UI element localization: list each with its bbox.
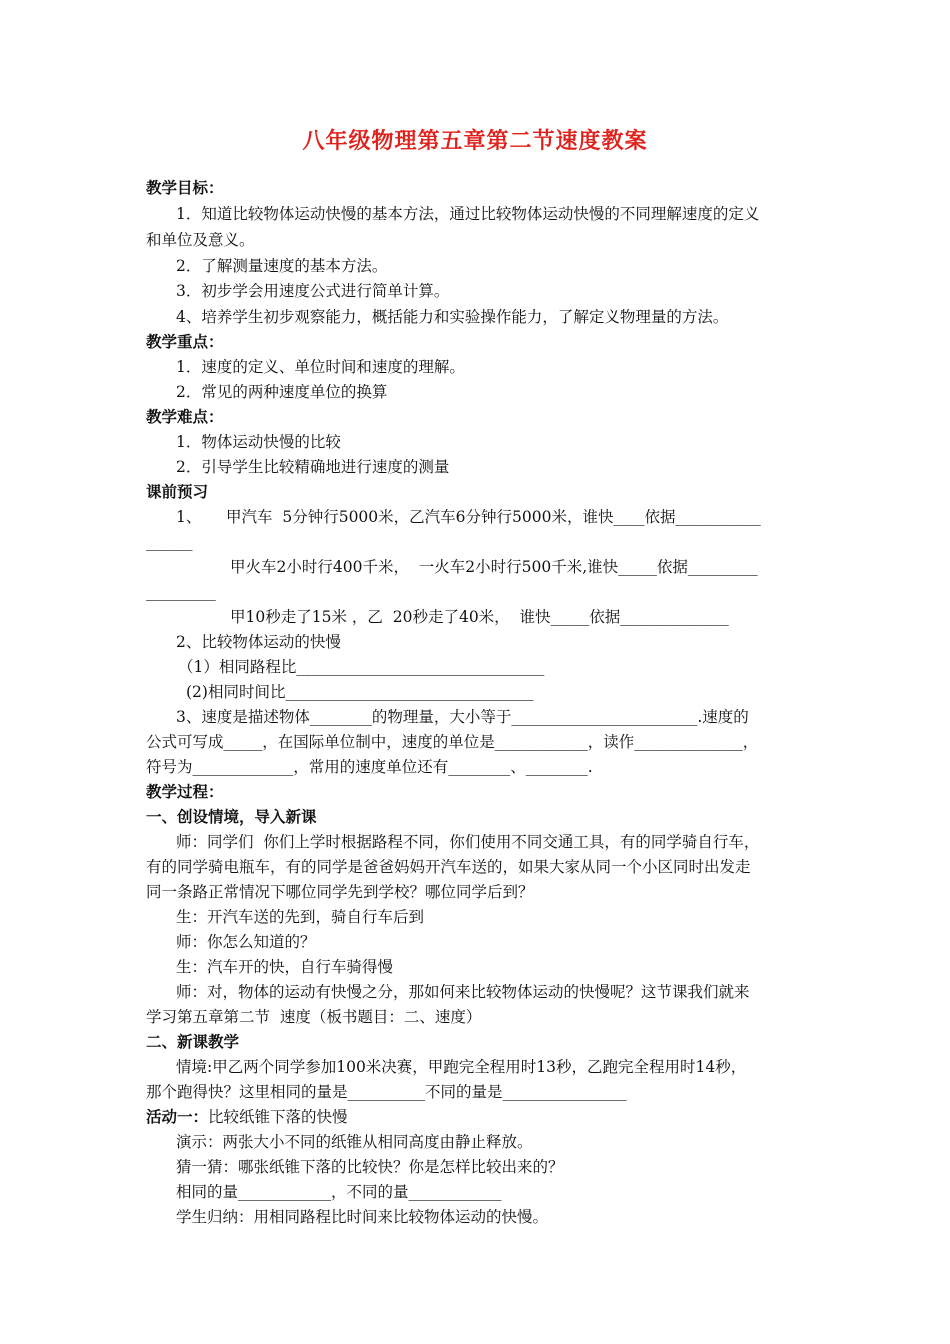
section-1-heading: 一、创设情境，导入新课 xyxy=(146,808,317,826)
objective-4: 4、培养学生初步观察能力，概括能力和实验操作能力，了解定义物理量的方法。 xyxy=(176,308,729,326)
preview-q2: 2、比较物体运动的快慢 xyxy=(176,633,341,651)
process-p7: 演示：两张大小不同的纸锥从相同高度由静止释放。 xyxy=(176,1133,533,1151)
process-p1a: 师：同学们 你们上学时根据路程不同，你们使用不同交通工具，有的同学骑自行车， xyxy=(176,833,760,851)
preview-q3b: 公式可写成_____，在国际单位制中，速度的单位是____________，读作______________， xyxy=(146,733,759,751)
objective-1: 1．知道比较物体运动快慢的基本方法，通过比较物体运动快慢的不同理解速度的定义 xyxy=(176,205,760,223)
preview-q1b-cont: _________ xyxy=(146,583,216,601)
difficulty-1: 1．物体运动快慢的比较 xyxy=(176,433,341,451)
process-p4: 生：汽车开的快，自行车骑得慢 xyxy=(176,958,394,976)
document-title: 八年级物理第五章第二节速度教案 xyxy=(302,129,648,154)
objective-2: 2．了解测量速度的基本方法。 xyxy=(176,257,388,275)
difficulties-heading: 教学难点： xyxy=(146,408,224,426)
process-p3: 师：你怎么知道的？ xyxy=(176,933,316,951)
process-p6b: 那个跑得快？这里相同的量是__________不同的量是________________ xyxy=(146,1083,627,1101)
activity-1-text: 比较纸锥下落的快慢 xyxy=(208,1108,348,1126)
objectives-heading: 教学目标： xyxy=(146,179,224,197)
objective-3: 3．初步学会用速度公式进行简单计算。 xyxy=(176,282,450,300)
preview-q3a: 3、速度是描述物体________的物理量，大小等于________________________.速度的 xyxy=(176,708,749,726)
process-p1c: 同一条路正常情况下哪位同学先到学校？哪位同学后到？ xyxy=(146,883,534,901)
process-p5b: 学习第五章第二节 速度（板书题目：二、速度） xyxy=(146,1008,482,1026)
process-p10: 学生归纳：用相同路程比时间来比较物体运动的快慢。 xyxy=(176,1208,549,1226)
activity-1 xyxy=(146,1107,348,1127)
process-p8: 猜一猜：哪张纸锥下落的比较快？你是怎样比较出来的？ xyxy=(176,1158,564,1176)
process-p6a: 情境:甲乙两个同学参加100米决赛，甲跑完全程用时13秒，乙跑完全程用时14秒， xyxy=(176,1058,747,1076)
process-p1b: 有的同学骑电瓶车，有的同学是爸爸妈妈开汽车送的，如果大家从同一个小区同时出发走 xyxy=(146,858,751,876)
preview-q1b: 甲火车2小时行400千米， 一火车2小时行500千米,谁快_____依据_________ xyxy=(230,558,758,576)
difficulty-2: 2．引导学生比较精确地进行速度的测量 xyxy=(176,458,450,476)
key-point-1: 1．速度的定义、单位时间和速度的理解。 xyxy=(176,358,465,376)
preview-q1c: 甲10秒走了15米 ，乙 20秒走了40米， 谁快_____依据______________ xyxy=(230,608,729,626)
preview-heading: 课前预习 xyxy=(146,483,209,501)
preview-q3c: 符号为_____________，常用的速度单位还有________、________. xyxy=(146,758,593,776)
activity-1-label: 活动一： xyxy=(146,1108,209,1126)
preview-q2a: （1）相同路程比________________________________ xyxy=(178,658,545,676)
section-2-heading: 二、新课教学 xyxy=(146,1033,240,1051)
key-points-heading: 教学重点： xyxy=(146,333,224,351)
process-p5a: 师：对，物体的运动有快慢之分，那如何来比较物体运动的快慢呢？这节课我们就来 xyxy=(176,983,750,1001)
process-p2: 生：开汽车送的先到，骑自行车后到 xyxy=(176,908,425,926)
preview-q1a: 1、 甲汽车 5分钟行5000米，乙汽车6分钟行5000米，谁快____依据___________ xyxy=(176,508,761,526)
key-point-2: 2．常见的两种速度单位的换算 xyxy=(176,383,388,401)
preview-q2b: (2)相同时间比________________________________ xyxy=(186,683,534,701)
process-p9: 相同的量____________，不同的量____________ xyxy=(176,1183,502,1201)
process-heading: 教学过程： xyxy=(146,783,224,801)
preview-q1a-cont: ______ xyxy=(146,533,193,551)
objective-1-cont: 和单位及意义。 xyxy=(146,231,255,249)
